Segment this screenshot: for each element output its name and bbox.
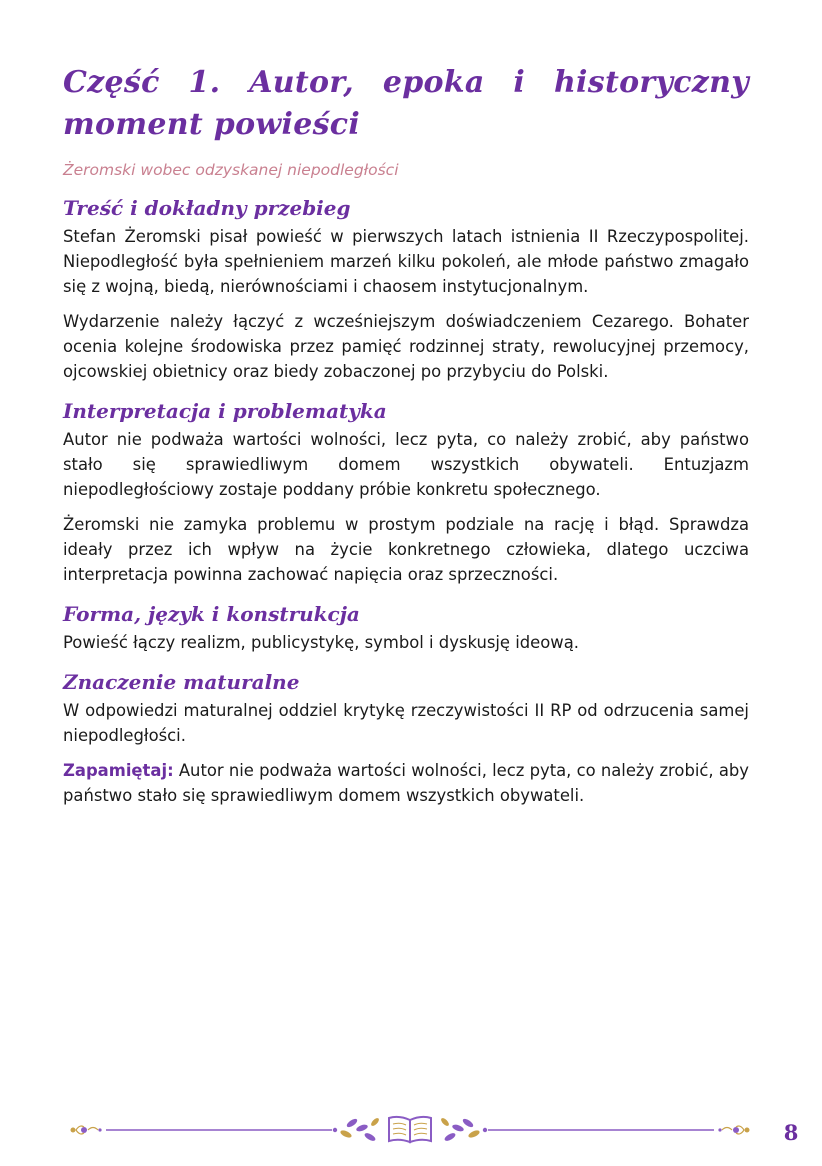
chapter-subtitle: Żeromski wobec odzyskanej niepodległości <box>63 161 399 179</box>
remember-note <box>63 758 749 808</box>
paragraph: Powieść łączy realizm, publicystykę, symbol i dyskusję ideową. <box>63 633 579 652</box>
right-leaves-icon <box>440 1117 481 1143</box>
left-flourish-icon <box>71 1126 102 1134</box>
right-flourish-icon <box>718 1126 749 1134</box>
section-title-znaczenie: Znaczenie maturalne <box>63 670 300 694</box>
section-title-interpretacja: Interpretacja i problematyka <box>63 399 387 423</box>
page-content <box>63 62 749 818</box>
remember-text: Autor nie podważa wartości wolności, lecz pyta, co należy zrobić, aby państwo stało się sprawiedliwym domem wszystkich obywateli. <box>63 761 749 805</box>
section-title-forma: Forma, język i konstrukcja <box>63 602 360 626</box>
remember-label: Zapamiętaj: <box>63 761 174 780</box>
section-title-tresc: Treść i dokładny przebieg <box>63 196 351 220</box>
chapter-heading: Część 1. Autor, epoka i historyczny moment powieści <box>63 65 749 142</box>
paragraph: Wydarzenie należy łączyć z wcześniejszym doświadczeniem Cezarego. Bohater ocenia kolejne środowiska przez pamięć rodzinnej straty, rewolucyjnej przemocy, ojcowskiej obietnicy oraz biedy zobaczonej po przybyciu do Polski. <box>63 312 749 381</box>
page-number: 8 <box>783 1120 799 1145</box>
left-leaves-icon <box>339 1117 380 1143</box>
open-book-icon <box>389 1117 431 1142</box>
paragraph: Autor nie podważa wartości wolności, lecz pyta, co należy zrobić, aby państwo stało się sprawiedliwym domem wszystkich obywateli. Entuzjazm niepodległościowy zostaje poddany próbie konkretu społecznego. <box>63 430 749 499</box>
paragraph: Żeromski nie zamyka problemu w prostym podziale na rację i błąd. Sprawdza ideały przez ich wpływ na życie konkretnego człowieka, dlatego uczciwa interpretacja powinna zachować napięcia oraz sprzeczności. <box>63 515 749 584</box>
paragraph: Stefan Żeromski pisał powieść w pierwszych latach istnienia II Rzeczypospolitej. Niepodległość była spełnieniem marzeń kilku pokoleń, ale młode państwo zmagało się z wojną, biedą, nierównościami i chaosem instytucjonalnym. <box>63 227 749 296</box>
footer-ornament <box>0 1110 822 1150</box>
paragraph: W odpowiedzi maturalnej oddziel krytykę rzeczywistości II RP od odrzucenia samej niepodległości. <box>63 701 749 745</box>
